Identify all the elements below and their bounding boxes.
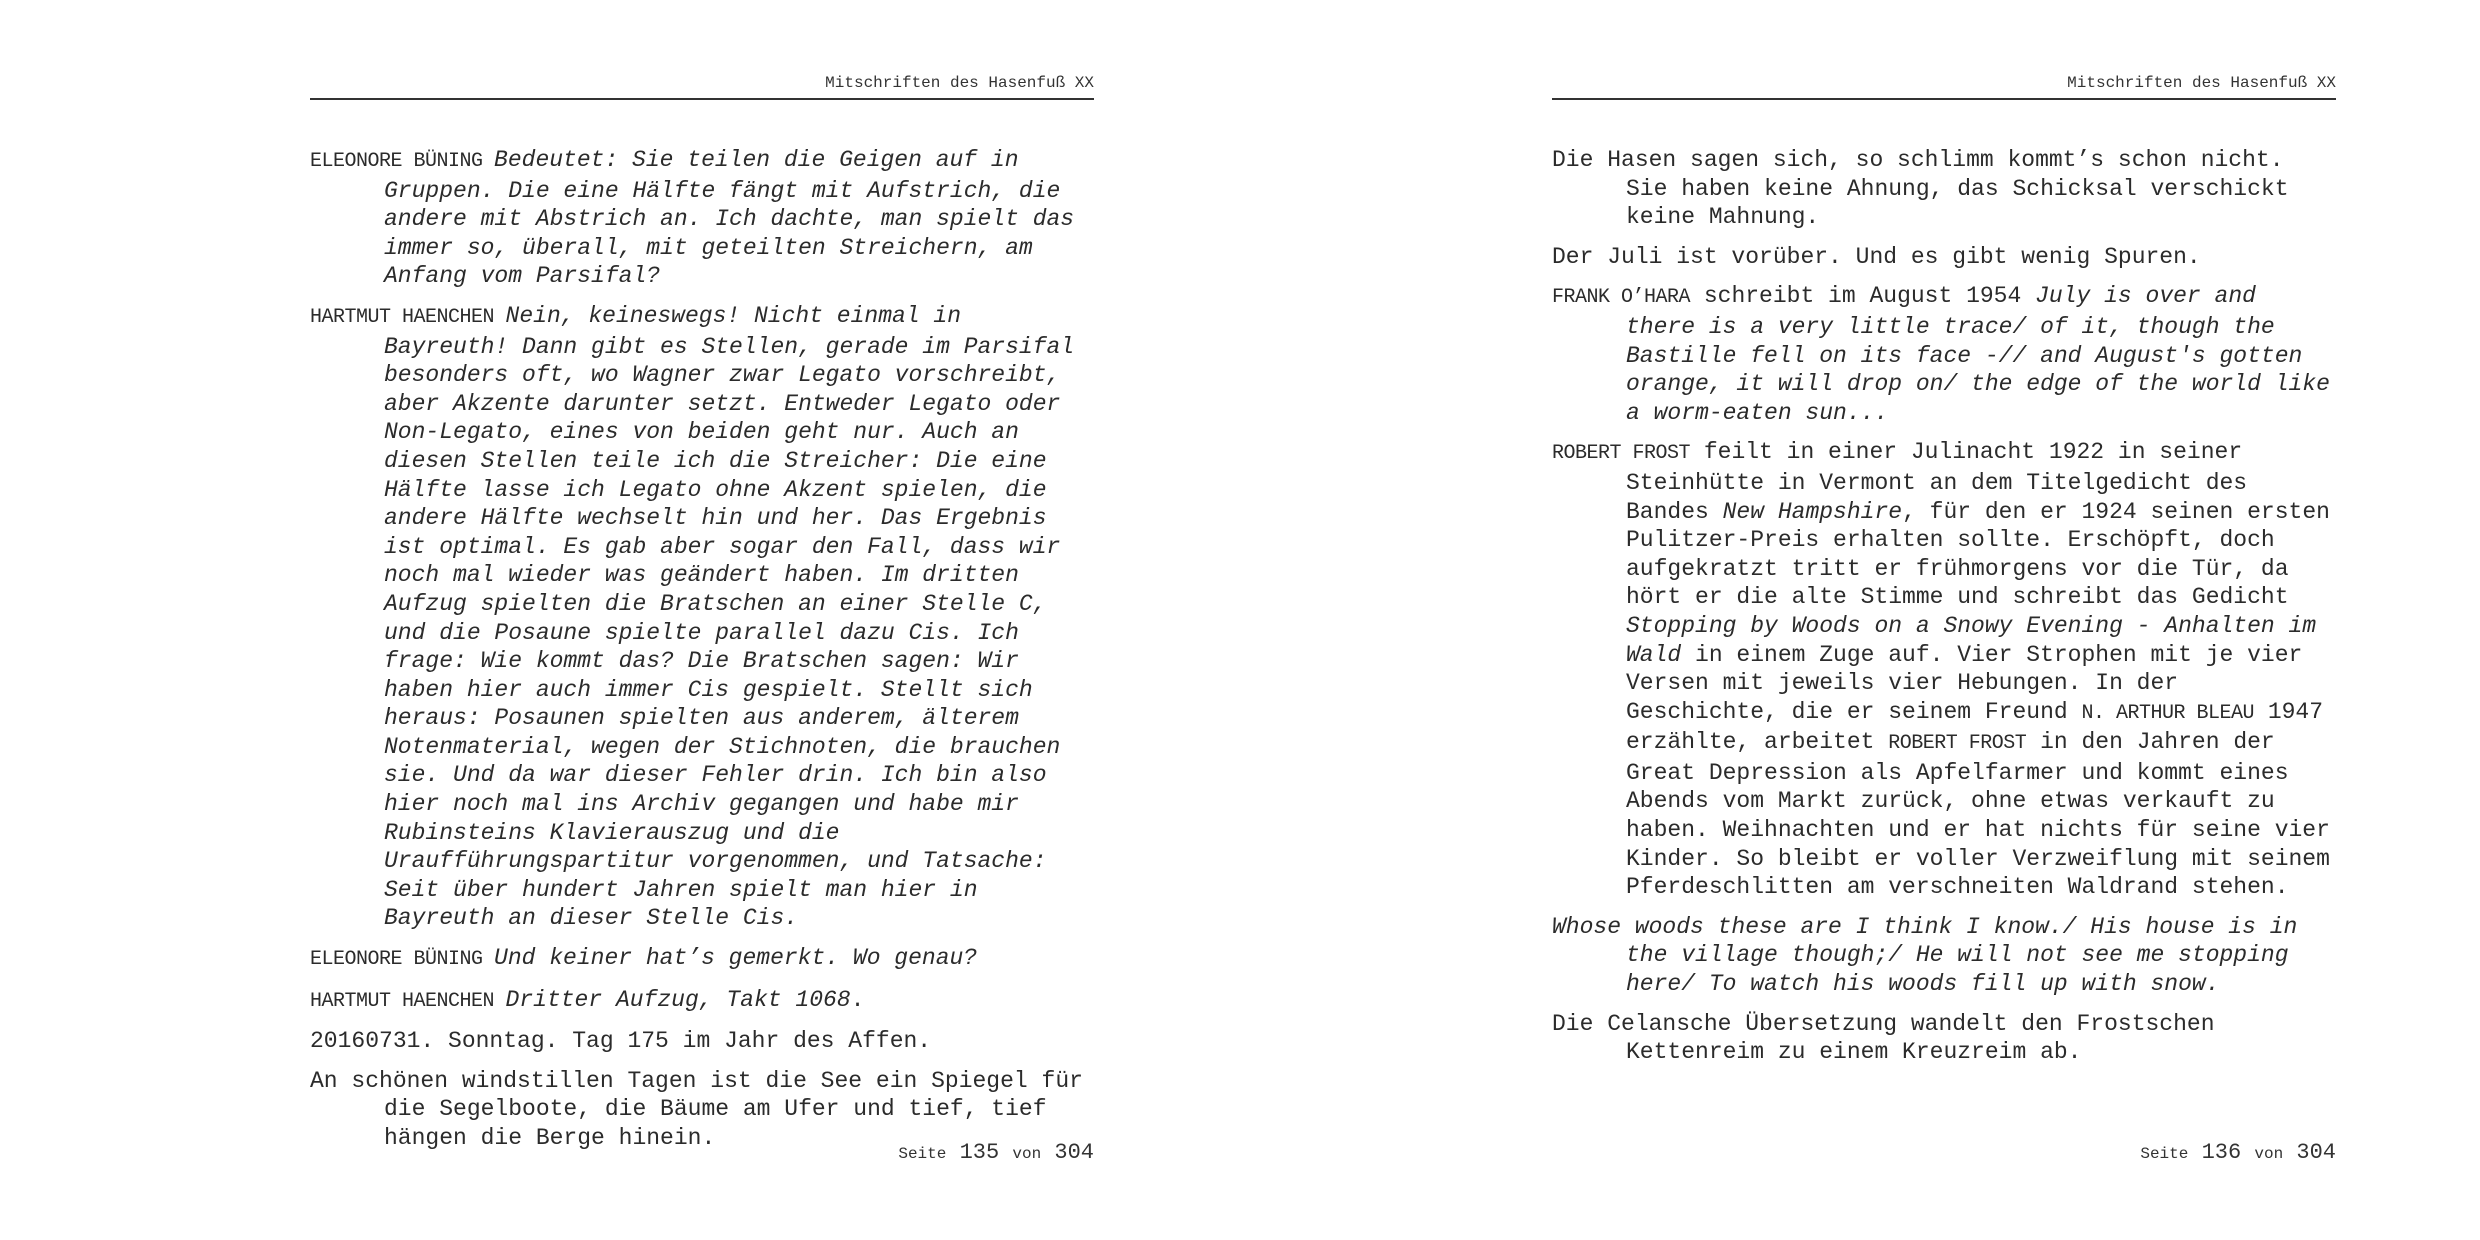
right-page: [1240, 0, 2480, 1240]
text-run: Der Juli ist vorüber. Und es gibt wenig Spuren.: [1552, 243, 2201, 270]
paragraph: [310, 944, 1094, 975]
text-run: Die Hasen sagen sich, so schlimm kommt’s schon nicht. Sie haben keine Ahnung, das Schicksal verschickt keine Mahnung.: [1552, 147, 2289, 231]
italic-text: Dritter Aufzug, Takt 1068: [505, 986, 851, 1013]
text-run: feilt in einer Julinacht 1922 in seiner Steinhütte in Vermont an dem Titelgedicht des Bandes: [1626, 439, 2248, 525]
footer-prefix: Seite: [2140, 1145, 2189, 1163]
italic-text: Stopping by Woods on a Snowy Evening - Anhalten im Wald: [1626, 612, 2317, 668]
paragraph: [1552, 243, 2336, 272]
footer-prefix: Seite: [898, 1145, 947, 1163]
text-run: 1947 erzählte, arbeitet: [1626, 698, 2324, 756]
speaker-name: ELEONORE BÜNING: [310, 150, 495, 173]
speaker-name: HARTMUT HAENCHEN: [310, 989, 506, 1013]
italic-text: July is over and there is a very little trace/ of it, though the Bastille fell on its face -// and August's gotten orange, it will drop on/ the edge of the world like a worm-eaten sun...: [1626, 283, 2330, 426]
italic-text: Nein, keineswegs! Nicht einmal in Bayreuth! Dann gibt es Stellen, gerade im Parsifal besonders oft, wo Wagner zwar Legato vorschreibt, aber Akzente darunter setzt. Entweder Legato oder Non-Legato, eines von beiden geht nur. Auch an diesen Stellen teile ich die Streicher: Die eine Hälfte lasse ich Legato ohne Akzent spielen, die andere Hälfte wechselt hin und her. Das Ergebnis ist optimal. Es gab aber sogar den Fall, dass wir noch mal wieder was geändert haben. Im dritten Aufzug spielten die Bratschen an einer Stelle C, und die Posaune spielte parallel dazu Cis. Ich frage: Wie kommt das? Die Bratschen sagen: Wir haben hier auch immer Cis gespielt. Stellt sich heraus: Posaunen spielten aus anderem, älterem Notenmaterial, wegen der Stichnoten, die brauchen sie. Und da war dieser Fehler drin. Ich bin also hier noch mal ins Archiv gegangen und habe mir Rubinsteins Klavierauszug und die Uraufführungspartitur vorgenommen, und Tatsache: Seit über hundert Jahren spielt man hier in Bayreuth an dieser Stelle Cis.: [384, 302, 1075, 932]
page-content: [1552, 146, 2336, 1078]
footer-mid: von: [2254, 1145, 2284, 1163]
footer-mid: von: [1012, 1145, 1042, 1163]
running-header: Mitschriften des Hasenfuß XX: [1552, 70, 2336, 100]
paragraph: [1552, 282, 2336, 427]
text-run: An schönen windstillen Tagen ist die See ein Spiegel für die Segelboote, die Bäume am Ufer und tief, tief hängen die Berge hinein.: [310, 1067, 1083, 1151]
page-footer: [310, 1140, 1094, 1165]
paragraph: [1552, 1010, 2336, 1067]
text-run: .: [850, 986, 865, 1013]
page-total: 304: [1054, 1140, 1094, 1165]
speaker-name: ROBERT FROST: [1552, 442, 1691, 466]
italic-text: New Hampshire: [1722, 498, 1903, 525]
paragraph: [1552, 146, 2336, 232]
page-number: 136: [2201, 1140, 2242, 1165]
page-footer: [1552, 1140, 2336, 1165]
italic-text: Und keiner hat’s gemerkt. Wo genau?: [494, 945, 978, 972]
speaker-name: FRANK O’HARA: [1552, 286, 1691, 310]
page-total: 304: [2296, 1140, 2336, 1165]
text-run: 20160731. Sonntag. Tag 175 im Jahr des Affen.: [310, 1028, 932, 1055]
text-run: Die Celansche Übersetzung wandelt den Frostschen Kettenreim zu einem Kreuzreim ab.: [1552, 1010, 2215, 1066]
paragraph: [310, 1027, 1094, 1056]
page-content: [310, 146, 1094, 1164]
speaker-name: N. ARTHUR BLEAU: [2081, 701, 2255, 725]
text-run: schreibt im August 1954: [1690, 283, 2036, 310]
paragraph: [1552, 438, 2336, 902]
speaker-name: ROBERT FROST: [1888, 732, 2027, 756]
text-run: in einem Zuge auf. Vier Strophen mit je vier Versen mit jeweils vier Hebungen. In der Geschichte, die er seinem Freund: [1626, 641, 2303, 725]
page-number: 135: [959, 1140, 1000, 1165]
paragraph: [310, 986, 1094, 1017]
paragraph: [1552, 913, 2336, 999]
paragraph: [310, 146, 1094, 291]
speaker-name: HARTMUT HAENCHEN: [310, 305, 506, 329]
italic-text: Bedeutet: Sie teilen die Geigen auf in Gruppen. Die eine Hälfte fängt mit Aufstrich, die andere mit Abstrich an. Ich dachte, man spielt das immer so, überall, mit geteilten Streichern, am Anfang vom Parsifal?: [384, 147, 1075, 290]
speaker-name: ELEONORE BÜNING: [310, 948, 495, 972]
running-header: Mitschriften des Hasenfuß XX: [310, 70, 1094, 100]
paragraph: [310, 302, 1094, 933]
text-run: in den Jahren der Great Depression als Apfelfarmer und kommt eines Abends vom Markt zurück, ohne etwas verkauft zu haben. Weihnachten und er hat nichts für seine vier Kinder. So bleibt er voller Verzweiflung mit seinem Pferdeschlitten am verschneiten Waldrand stehen.: [1626, 729, 2330, 901]
text-run: , für den er 1924 seinen ersten Pulitzer-Preis erhalten sollte. Erschöpft, doch aufgekratzt tritt er frühmorgens vor die Tür, da hört er die alte Stimme und schreibt das Gedicht: [1626, 498, 2330, 611]
italic-text: Whose woods these are I think I know./ His house is in the village though;/ He will not see me stopping here/ To watch his woods fill up with snow.: [1552, 913, 2298, 998]
